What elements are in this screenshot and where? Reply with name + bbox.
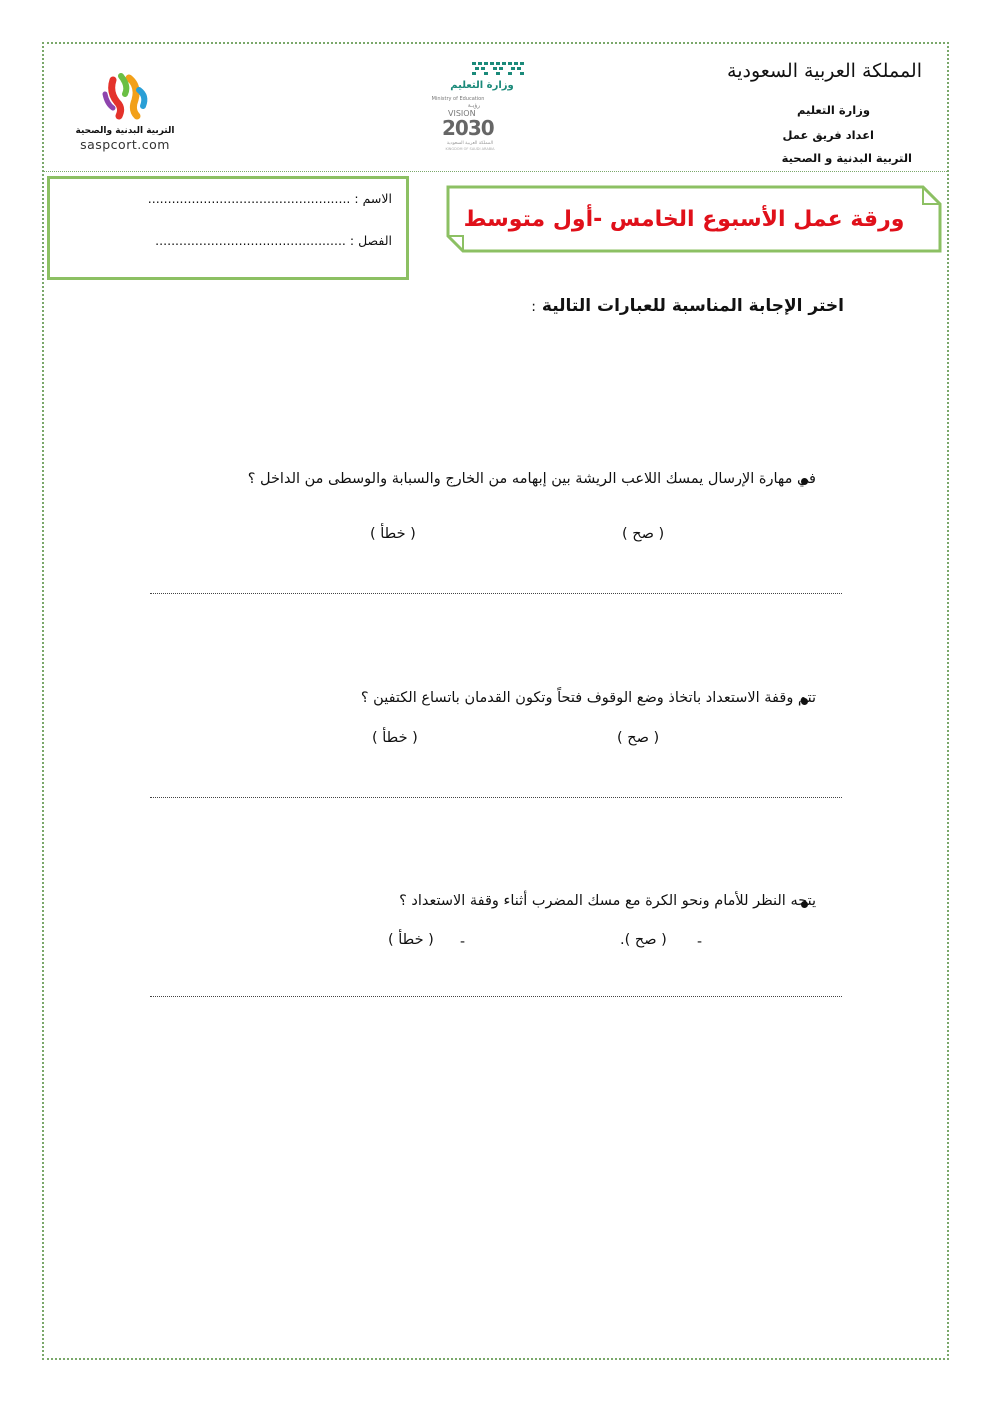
worksheet-title-box	[445, 184, 943, 254]
question-1-true-option[interactable]: ( صح )	[622, 526, 665, 542]
question-3-text: يتجه النظر للأمام ونحو الكرة مع مسك المضرب أثناء وقفة الاستعداد ؟	[399, 893, 816, 909]
prepared-by-label: اعداد فريق عمل	[782, 128, 874, 142]
moe-logo-icon	[430, 60, 540, 155]
vision-kingdom-en: KINGDOM OF SAUDI ARABIA	[445, 147, 495, 151]
moe-name-ar: وزارة التعليم	[450, 80, 514, 91]
sasp-logo-icon	[95, 72, 155, 120]
student-info-box	[47, 176, 409, 280]
instruction	[531, 296, 844, 316]
sasp-logo	[70, 72, 180, 157]
answer-line	[150, 797, 842, 798]
sasp-url: saspcort.com	[80, 137, 170, 152]
worksheet-title: ورقة عمل الأسبوع الخامس -أول متوسط	[463, 206, 905, 232]
question-1-false-option[interactable]: ( خطأ )	[370, 526, 416, 542]
name-label: الاسم :	[354, 191, 392, 206]
answer-line	[150, 996, 842, 997]
kingdom-label: المملكة العربية السعودية	[727, 60, 922, 82]
name-input-dots[interactable]: ...................................................	[147, 191, 351, 206]
ministry-label: وزارة التعليم	[797, 103, 870, 117]
department-label: التربية البدنية و الصحية	[781, 151, 912, 165]
vision-en: VISION	[448, 109, 476, 118]
option-dash: -	[697, 934, 703, 950]
question-2-true-option[interactable]: ( صح )	[617, 730, 660, 746]
option-dash: -	[460, 934, 466, 950]
header-divider	[44, 171, 947, 172]
question-3-true-option[interactable]: ( صح ).	[620, 932, 667, 948]
question-2-text: تتم وقفة الاستعداد باتخاذ وضع الوقوف فتحاً وتكون القدمان باتساع الكتفين ؟	[360, 690, 816, 706]
answer-line	[150, 593, 842, 594]
vision-year: 2030	[442, 116, 494, 140]
question-2-false-option[interactable]: ( خطأ )	[372, 730, 418, 746]
name-row	[148, 191, 392, 206]
instruction-colon: :	[531, 299, 536, 315]
question-3-false-option[interactable]: ( خطأ )	[388, 932, 434, 948]
moe-name-en: Ministry of Education	[431, 96, 485, 102]
instruction-text: اختر الإجابة المناسبة للعبارات التالية	[541, 296, 844, 316]
vision-ar: رؤيـة	[467, 102, 481, 109]
moe-vision-logo	[430, 60, 540, 155]
class-input-dots[interactable]: ................................................	[155, 233, 346, 248]
vision-kingdom-ar: المملكة العربية السعودية	[446, 141, 494, 146]
class-row	[155, 233, 392, 248]
sasp-logo-text: التربية البدنية والصحية	[75, 126, 175, 136]
question-1-text: في مهارة الإرسال يمسك اللاعب الريشة بين إبهامه من الخارج والسبابة والوسطى من الداخل ؟	[247, 471, 816, 487]
class-label: الفصل :	[349, 233, 392, 248]
